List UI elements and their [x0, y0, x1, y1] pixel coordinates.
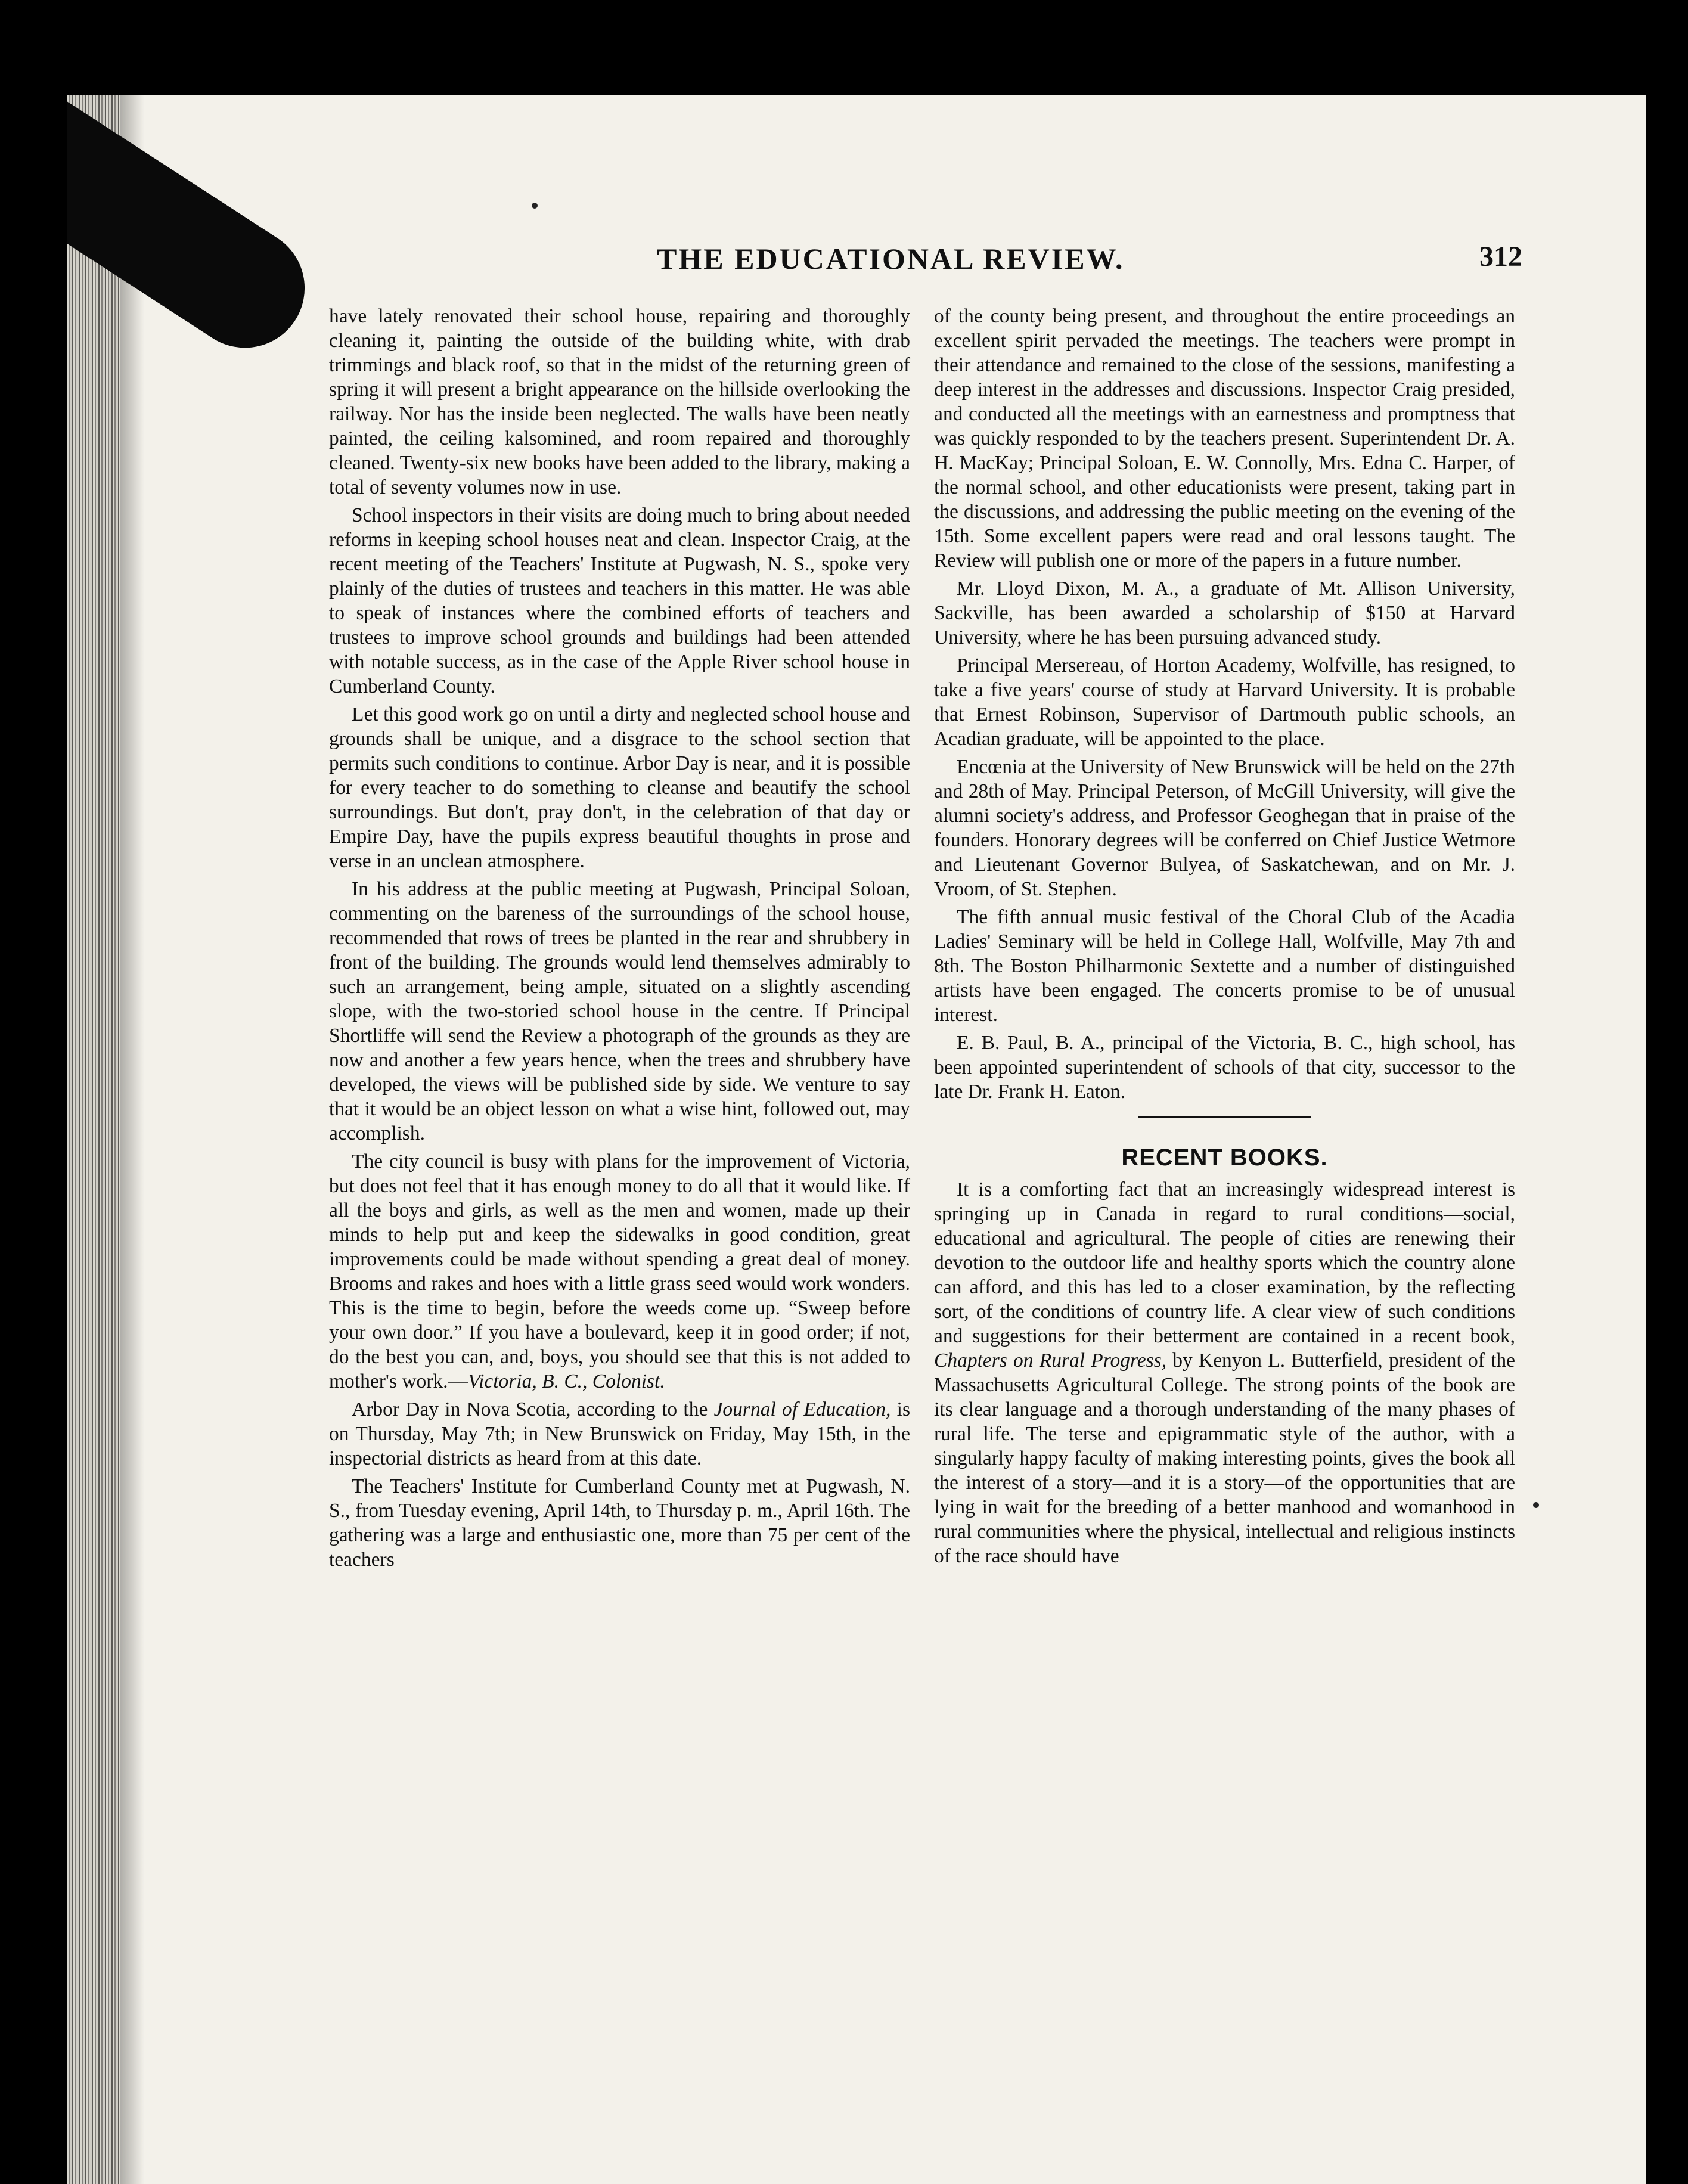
section-divider [1138, 1116, 1311, 1118]
paragraph: The fifth annual music festival of the Choral Club of the Acadia Ladies' Seminary will be held in College Hall, Wolfville, May 7th and 8th. The Boston Philharmonic Sextette and a number of distinguished artists have been engaged. The concerts promise to be of unusual interest. [934, 906, 1515, 1026]
paragraph: have lately renovated their school house, repairing and thoroughly cleaning it, painting the outside of the building white, with drab trimmings and black roof, so that in the midst of the returning green of spring it will present a bright appearance on the hillside overlooking the railway. Nor has the inside been neglected. The walls have been neatly painted, the ceiling kalsomined, and room repaired and thoroughly cleaned. Twenty-six new books have been added to the library, making a total of seventy volumes now in use. [329, 305, 910, 498]
section-heading: RECENT BOOKS. [1121, 1144, 1328, 1171]
paragraph: Let this good work go on until a dirty and neglected school house and grounds shall be unique, and a disgrace to the school section that permits such conditions to continue. Arbor Day is near, and it is possible for every teacher to do something to cleanse and beautify the school surroundings. But don't, pray don't, in the celebration of that day or Empire Day, have the pupils express beautiful thoughts in prose and verse in an unclean atmosphere. [329, 703, 910, 872]
paragraph: E. B. Paul, B. A., principal of the Victoria, B. C., high school, has been appointed superintendent of schools of that city, successor to the late Dr. Frank H. Eaton. [934, 1032, 1515, 1103]
book-title: Chapters on Rural Progress, [934, 1350, 1167, 1372]
paragraph: The Teachers' Institute for Cumberland County met at Pugwash, N. S., from Tuesday evening, April 14th, to Thursday p. m., April 16th. The gathering was a large and enthusiastic one, more than 75 per cent of the teachers [329, 1475, 910, 1571]
paragraph-text: Arbor Day in Nova Scotia, according to the [352, 1398, 714, 1420]
scan-top-border [0, 0, 1688, 95]
page-number: 312 [1479, 241, 1522, 272]
paragraph-text: It is a comforting fact that an increasingly widespread interest is springing up in Canada in regard to rural conditions—social, educational and agricultural. The people of cities are renewing their devotion to the outdoor life and healthy sports which the country alone can afford, and this has led to a closer examination, by the reflecting sort, of the conditions of country life. A clear view of such conditions and suggestions for their betterment are contained in a recent book, [934, 1178, 1515, 1347]
ink-speck [532, 203, 538, 209]
document-page [67, 95, 1646, 2184]
paragraph [329, 1397, 910, 1471]
gutter-shadow [120, 95, 144, 2184]
paragraph: Principal Mersereau, of Horton Academy, Wolfville, has resigned, to take a five years' course of study at Harvard University. It is probable that Ernest Robinson, Supervisor of Dartmouth public schools, an Acadian graduate, will be appointed to the place. [934, 654, 1515, 750]
right-column [934, 304, 1515, 1572]
paragraph-text: The city council is busy with plans for the improvement of Victoria, but does not feel that it has enough money to do all that it would like. If all the boys and girls, as well as the men and women, made up their minds to help put and keep the sidewalks in good condition, great improvements could be made without spending a great deal of money. Brooms and rakes and hoes with a little grass seed would work wonders. This is the time to begin, before the weeds come up. “Sweep before your own door.” If you have a boulevard, keep it in good order; if not, do the best you can, and, boys, you should see that this is not added to mother's work.— [329, 1150, 910, 1392]
paragraph [934, 1177, 1515, 1568]
paragraph: Encœnia at the University of New Brunswick will be held on the 27th and 28th of May. Principal Peterson, of McGill University, will give the alumni society's address, and Professor Geoghegan that in praise of the founders. Honorary degrees will be conferred on Chief Justice Wetmore and Lieutenant Governor Bulyea, of Saskatchewan, and on Mr. J. Vroom, of St. Stephen. [934, 756, 1515, 900]
book-page-edges [67, 95, 120, 2184]
paragraph-text: by Kenyon L. Butterfield, president of the Massachusetts Agricultural College. The strong points of the book are its clear language and a thorough understanding of the many phases of rural life. The terse and epigrammatic style of the author, with a singularly happy faculty of making interesting points, gives the book all the interest of a story—and it is a story—of the opportunities that are lying in wait for the breeding of a better manhood and womanhood in rural communities where the physical, intellectual and religious instincts of the race should have [934, 1350, 1515, 1567]
paragraph: School inspectors in their visits are doing much to bring about needed reforms in keeping school houses neat and clean. Inspector Craig, at the recent meeting of the Teachers' Institute at Pugwash, N. S., spoke very plainly of the duties of trustees and teachers in this matter. He was able to speak of instances where the combined efforts of teachers and trustees to improve school grounds and buildings had been attended with notable success, as in the case of the Apple River school house in Cumberland County. [329, 504, 910, 697]
paragraph-text: is on Thursday, May 7th; in New Brunswick on Friday, May 15th, in the inspectorial districts as heard from at this date. [329, 1398, 910, 1469]
journal-reference: Journal of Education, [713, 1398, 891, 1420]
paragraph [329, 1149, 910, 1394]
paragraph: of the county being present, and throughout the entire proceedings an excellent spirit pervaded the meetings. The teachers were prompt in their attendance and remained to the close of the sessions, manifesting a deep interest in the addresses and discussions. Inspector Craig presided, and conducted all the meetings with an earnestness and promptness that was quickly responded to by the teachers present. Superintendent Dr. A. H. MacKay; Principal Soloan, E. W. Connolly, Mrs. Edna C. Harper, of the normal school, and other educationists were present, taking part in the discussions, and addressing the public meeting on the evening of the 15th. Some excellent papers were read and oral lessons taught. The Review will publish one or more of the papers in a future number. [934, 305, 1515, 572]
running-head [67, 241, 1646, 289]
left-column [329, 304, 910, 1575]
ink-speck [1533, 1502, 1539, 1508]
paragraph: Mr. Lloyd Dixon, M. A., a graduate of Mt. Allison University, Sackville, has been awarded a scholarship of $150 at Harvard University, where he has been pursuing advanced study. [934, 578, 1515, 649]
paragraph: In his address at the public meeting at Pugwash, Principal Soloan, commenting on the bareness of the surroundings of the school house, recommended that rows of trees be planted in the rear and shrubbery in front of the building. The grounds would lend themselves admirably to such an arrangement, being ample, situated on a slightly ascending slope, with the two-storied school house in the centre. If Principal Shortliffe will send the Review a photograph of the grounds as they are now and another a few years hence, when the trees and shrubbery have developed, the views will be published side by side. We venture to say that it would be an object lesson on what a wise hint, followed out, may accomplish. [329, 878, 910, 1144]
source-citation: Victoria, B. C., Colonist. [468, 1370, 665, 1392]
journal-title: THE EDUCATIONAL REVIEW. [657, 242, 1125, 275]
